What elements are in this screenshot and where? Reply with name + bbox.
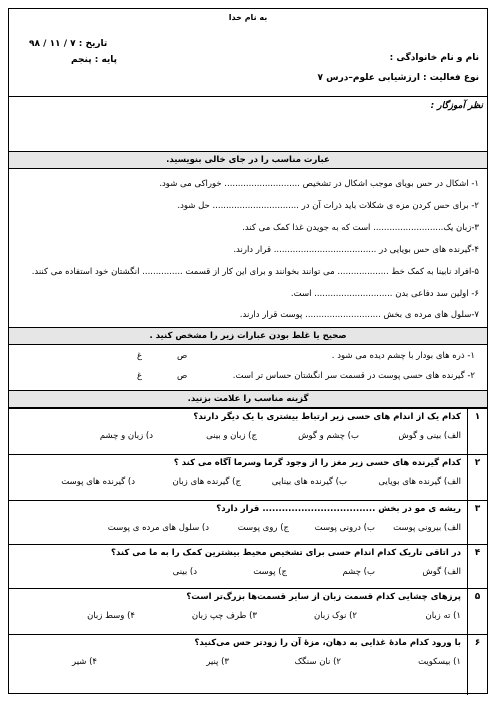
- fill-blank-item-6: ۶- اولین سد دفاعی بدن ............................. است.: [290, 289, 479, 299]
- header-section: [9, 9, 487, 97]
- true-option-1[interactable]: ص: [177, 351, 188, 361]
- question-number: ۳: [467, 501, 487, 544]
- student-name-label: نام و نام خانوادگی :: [389, 53, 479, 63]
- question-4: [9, 544, 487, 588]
- question-number: ۴: [467, 545, 487, 588]
- section-title-multiple-choice: گزینه مناسب را علامت بزنید.: [9, 390, 487, 408]
- exam-sheet: [8, 8, 488, 694]
- option-a[interactable]: الف) گوش: [422, 567, 461, 577]
- question-text: کدام یک از اندام های حسی زیر ارتباط بیشتری با یک دیگر دارند؟: [193, 412, 461, 422]
- question-text: پرزهای چشایی کدام قسمت زبان از سایر قسمت‌ها بزرگ‌تر است؟: [186, 592, 461, 602]
- option-c[interactable]: ج) زبان و بینی: [206, 431, 257, 441]
- activity-label: نوع فعالیت : ارزشیابی علوم–درس ۷: [317, 73, 479, 83]
- question-6: [9, 634, 487, 695]
- question-text: ریشه ی مو در بخش ................................... قرار دارد؟: [216, 504, 461, 514]
- option-a[interactable]: الف) بیرونی پوست: [393, 523, 461, 533]
- option-1[interactable]: ۱) بیسکویت: [418, 657, 461, 667]
- false-option-1[interactable]: غ: [137, 351, 143, 361]
- option-b[interactable]: ب) درونی پوست: [314, 523, 375, 533]
- question-text: با ورود کدام مادهٔ غذایی به دهان، مزهٔ آن را زودتر حس می‌کنید؟: [194, 638, 461, 648]
- question-number: ۲: [467, 455, 487, 500]
- option-d[interactable]: د) سلول های مرده ی پوست: [107, 523, 209, 533]
- option-b[interactable]: ب) چشم و گوش: [298, 431, 359, 441]
- question-2: [9, 454, 487, 500]
- option-3[interactable]: ۳) پنیر: [206, 657, 229, 667]
- question-5: [9, 588, 487, 634]
- option-a[interactable]: الف) بینی و گوش: [398, 431, 461, 441]
- false-option-2[interactable]: غ: [137, 371, 143, 381]
- option-2[interactable]: ۲) نان سنگک: [294, 657, 341, 667]
- option-c[interactable]: ج) گیرنده های زبان: [172, 477, 241, 487]
- date-label: تاریخ : ۷ / ۱۱ / ۹۸: [29, 39, 108, 49]
- question-number: ۱: [467, 409, 487, 454]
- fill-blank-item-2: ۲- برای حس کردن مزه ی شکلات باید ذرات آن در ................................ حل شود.: [177, 201, 479, 211]
- option-2[interactable]: ۲) نوک زبان: [314, 611, 357, 621]
- section-title-fill-blank: عبارت مناسب را در جای خالی بنویسید.: [9, 151, 487, 169]
- option-d[interactable]: د) بینی: [172, 567, 197, 577]
- question-3: [9, 500, 487, 544]
- section-title-true-false: صحیح یا غلط بودن عبارات زیر را مشخص کنید .: [9, 327, 487, 345]
- option-3[interactable]: ۳) طرف چپ زبان: [191, 611, 257, 621]
- fill-blank-item-3: ۳-زبان یک.......................... است که به جویدن غذا کمک می کند.: [242, 223, 479, 233]
- option-a[interactable]: الف) گیرنده های بویایی: [378, 477, 461, 487]
- question-text: در اتاقی تاریک کدام اندام حسی برای تشخیص محیط بیشترین کمک را به ما می کند؟: [111, 548, 461, 558]
- fill-blank-item-4: ۴-گیرنده های حس بویایی در ...................................... قرار دارند.: [233, 245, 479, 255]
- option-b[interactable]: ب) گیرنده های بینایی: [271, 477, 347, 487]
- fill-blank-item-1: ۱- اشکال در حس بویای موجب اشکال در تشخیص ............................ خوراکی می شود.: [159, 179, 479, 189]
- option-4[interactable]: ۴) شیر: [72, 657, 97, 667]
- question-number: ۶: [467, 635, 487, 695]
- question-1: [9, 408, 487, 454]
- option-c[interactable]: ج) پوست: [253, 567, 287, 577]
- grade-label: پایه : پنجم: [71, 55, 118, 65]
- option-c[interactable]: ج) روی پوست: [237, 523, 289, 533]
- fill-blank-item-5: ۵-افراد نابینا به کمک خط ................... می توانند بخوانند و برای این کار از قسمت ............... انگشتان خود استفاده می کنند.: [31, 267, 479, 277]
- option-4[interactable]: ۴) وسط زبان: [87, 611, 135, 621]
- basmala: به نام خدا: [228, 13, 268, 22]
- option-d[interactable]: د) گیرنده های پوست: [61, 477, 135, 487]
- fill-blank-item-7: ۷-سلول های مرده ی بخش ............................ پوست قرار دارند.: [239, 310, 479, 320]
- true-false-item-2: ۲- گیرنده های حسی پوست در قسمت سر انگشتان حساس تر است.: [232, 371, 475, 381]
- option-b[interactable]: ب) چشم: [342, 567, 375, 577]
- true-option-2[interactable]: ص: [177, 371, 188, 381]
- question-number: ۵: [467, 589, 487, 634]
- option-1[interactable]: ۱) ته زبان: [425, 611, 461, 621]
- question-text: کدام گیرنده های حسی زیر مغز را از وجود گرما وسرما آگاه می کند ؟: [173, 458, 461, 468]
- teacher-comment-label: نظر آموزگار :: [430, 101, 483, 111]
- option-d[interactable]: د) زبان و چشم: [99, 431, 153, 441]
- true-false-item-1: ۱- ذره های بودار با چشم دیده می شود .: [331, 351, 475, 361]
